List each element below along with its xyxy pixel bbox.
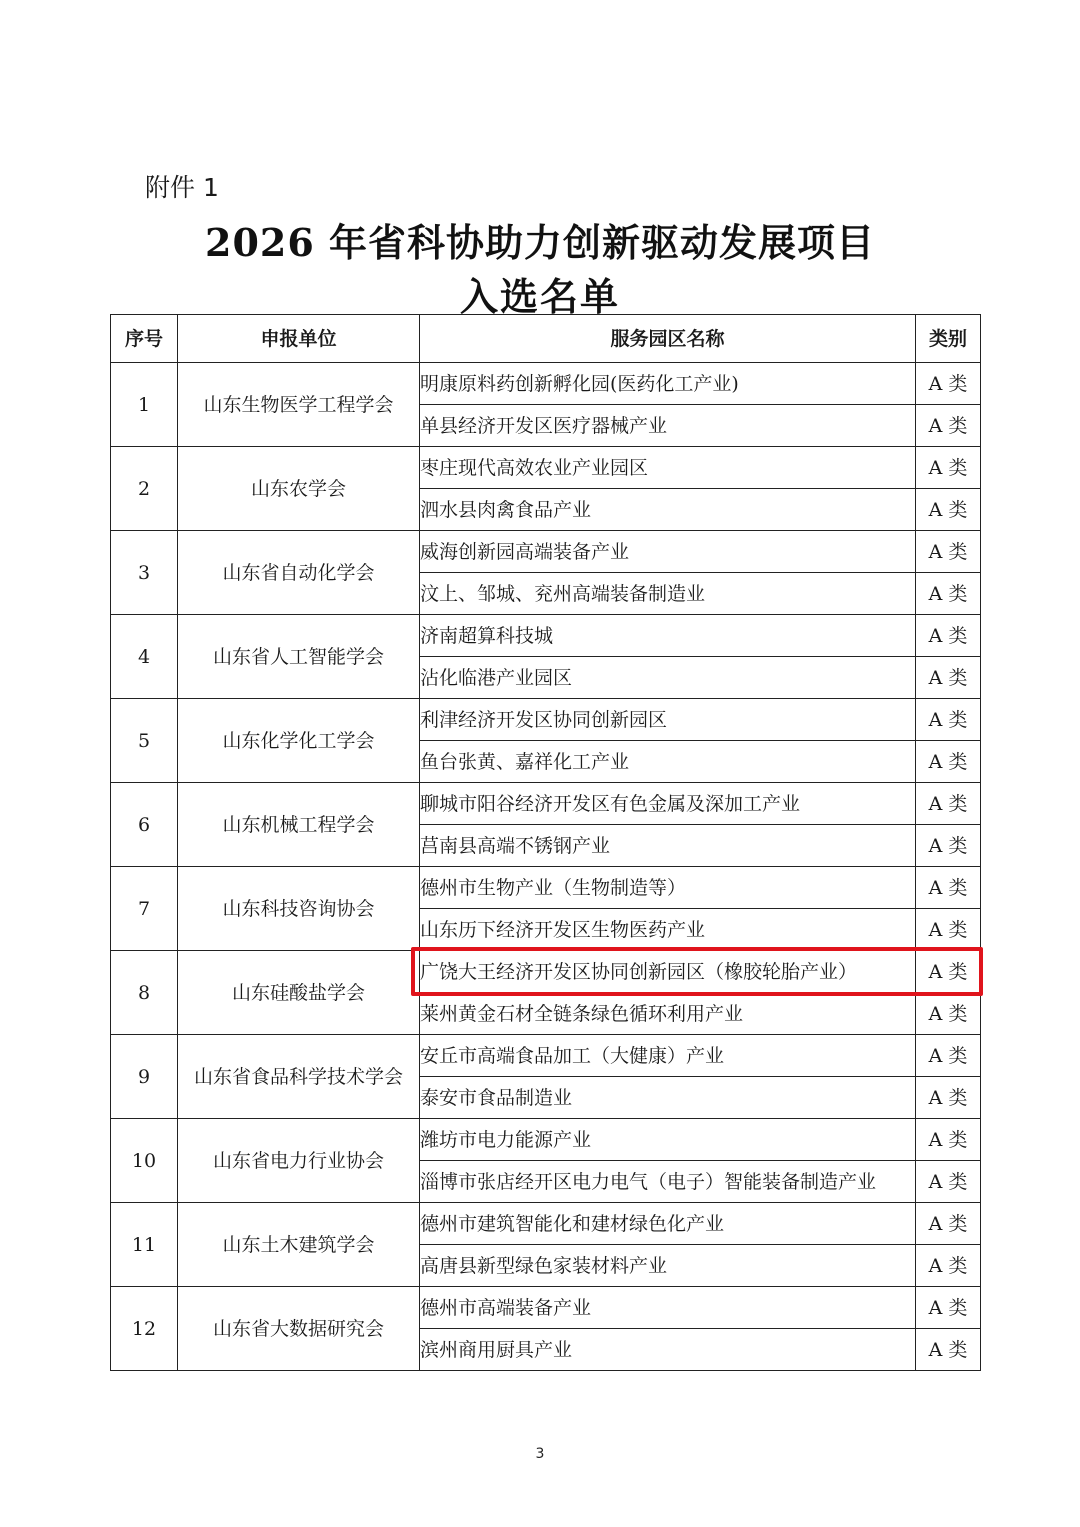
- category: A 类: [916, 531, 981, 573]
- park-name: 威海创新园高端装备产业: [420, 531, 916, 573]
- table-row: [111, 867, 981, 909]
- category: A 类: [916, 783, 981, 825]
- category: A 类: [916, 951, 981, 993]
- park-name: 山东历下经济开发区生物医药产业: [420, 909, 916, 951]
- park-name: 德州市高端装备产业: [420, 1287, 916, 1329]
- attachment-label: 附件 1: [145, 173, 219, 202]
- header-applicant: 申报单位: [178, 315, 420, 363]
- applicant-unit: 山东科技咨询协会: [178, 867, 420, 951]
- applicant-unit: 山东省人工智能学会: [178, 615, 420, 699]
- category: A 类: [916, 363, 981, 405]
- table-row: [111, 1203, 981, 1245]
- table-row: [111, 447, 981, 489]
- row-number: 1: [111, 363, 178, 447]
- applicant-unit: 山东土木建筑学会: [178, 1203, 420, 1287]
- park-name: 明康原料药创新孵化园(医药化工产业): [420, 363, 916, 405]
- park-name: 德州市生物产业（生物制造等）: [420, 867, 916, 909]
- park-name: 德州市建筑智能化和建材绿色化产业: [420, 1203, 916, 1245]
- row-number: 10: [111, 1119, 178, 1203]
- header-category: 类别: [916, 315, 981, 363]
- park-name: 莒南县高端不锈钢产业: [420, 825, 916, 867]
- table-row: [111, 1119, 981, 1161]
- table-row: [111, 363, 981, 405]
- applicant-unit: 山东省大数据研究会: [178, 1287, 420, 1371]
- selection-table: [110, 314, 981, 1371]
- category: A 类: [916, 699, 981, 741]
- row-number: 7: [111, 867, 178, 951]
- applicant-unit: 山东硅酸盐学会: [178, 951, 420, 1035]
- category: A 类: [916, 1077, 981, 1119]
- table-row: [111, 1287, 981, 1329]
- park-name: 广饶大王经济开发区协同创新园区（橡胶轮胎产业）: [420, 951, 916, 993]
- applicant-unit: 山东机械工程学会: [178, 783, 420, 867]
- category: A 类: [916, 1161, 981, 1203]
- table-row: [111, 699, 981, 741]
- category: A 类: [916, 1287, 981, 1329]
- applicant-unit: 山东省自动化学会: [178, 531, 420, 615]
- table-row: [111, 1035, 981, 1077]
- applicant-unit: 山东农学会: [178, 447, 420, 531]
- row-number: 9: [111, 1035, 178, 1119]
- header-park-name: 服务园区名称: [420, 315, 916, 363]
- page-number: 3: [535, 1446, 545, 1462]
- row-number: 6: [111, 783, 178, 867]
- park-name: 汶上、邹城、兖州高端装备制造业: [420, 573, 916, 615]
- row-number: 2: [111, 447, 178, 531]
- title-line-2: 入选名单: [459, 274, 620, 319]
- table-row: [111, 783, 981, 825]
- category: A 类: [916, 1035, 981, 1077]
- park-name: 济南超算科技城: [420, 615, 916, 657]
- category: A 类: [916, 489, 981, 531]
- title-line-1: 2026 年省科协助力创新驱动发展项目: [205, 220, 875, 265]
- table-row: [111, 531, 981, 573]
- category: A 类: [916, 1203, 981, 1245]
- park-name: 聊城市阳谷经济开发区有色金属及深加工产业: [420, 783, 916, 825]
- applicant-unit: 山东化学化工学会: [178, 699, 420, 783]
- row-number: 3: [111, 531, 178, 615]
- row-number: 11: [111, 1203, 178, 1287]
- park-name: 高唐县新型绿色家装材料产业: [420, 1245, 916, 1287]
- row-number: 4: [111, 615, 178, 699]
- park-name: 潍坊市电力能源产业: [420, 1119, 916, 1161]
- category: A 类: [916, 993, 981, 1035]
- park-name: 沾化临港产业园区: [420, 657, 916, 699]
- applicant-unit: 山东生物医学工程学会: [178, 363, 420, 447]
- park-name: 利津经济开发区协同创新园区: [420, 699, 916, 741]
- category: A 类: [916, 573, 981, 615]
- category: A 类: [916, 1245, 981, 1287]
- row-number: 5: [111, 699, 178, 783]
- park-name: 单县经济开发区医疗器械产业: [420, 405, 916, 447]
- table-body: [111, 363, 981, 1371]
- park-name: 泰安市食品制造业: [420, 1077, 916, 1119]
- category: A 类: [916, 447, 981, 489]
- park-name: 枣庄现代高效农业产业园区: [420, 447, 916, 489]
- park-name: 淄博市张店经开区电力电气（电子）智能装备制造产业: [420, 1161, 916, 1203]
- table-header-row: [111, 315, 981, 363]
- park-name: 鱼台张黄、嘉祥化工产业: [420, 741, 916, 783]
- table-row: [111, 615, 981, 657]
- header-number: 序号: [111, 315, 178, 363]
- row-number: 8: [111, 951, 178, 1035]
- park-name: 安丘市高端食品加工（大健康）产业: [420, 1035, 916, 1077]
- row-number: 12: [111, 1287, 178, 1371]
- park-name: 滨州商用厨具产业: [420, 1329, 916, 1371]
- category: A 类: [916, 1329, 981, 1371]
- applicant-unit: 山东省食品科学技术学会: [178, 1035, 420, 1119]
- category: A 类: [916, 867, 981, 909]
- category: A 类: [916, 1119, 981, 1161]
- highlight-box: [411, 947, 983, 996]
- category: A 类: [916, 909, 981, 951]
- category: A 类: [916, 741, 981, 783]
- category: A 类: [916, 405, 981, 447]
- category: A 类: [916, 825, 981, 867]
- applicant-unit: 山东省电力行业协会: [178, 1119, 420, 1203]
- park-name: 泗水县肉禽食品产业: [420, 489, 916, 531]
- category: A 类: [916, 657, 981, 699]
- park-name: 莱州黄金石材全链条绿色循环利用产业: [420, 993, 916, 1035]
- category: A 类: [916, 615, 981, 657]
